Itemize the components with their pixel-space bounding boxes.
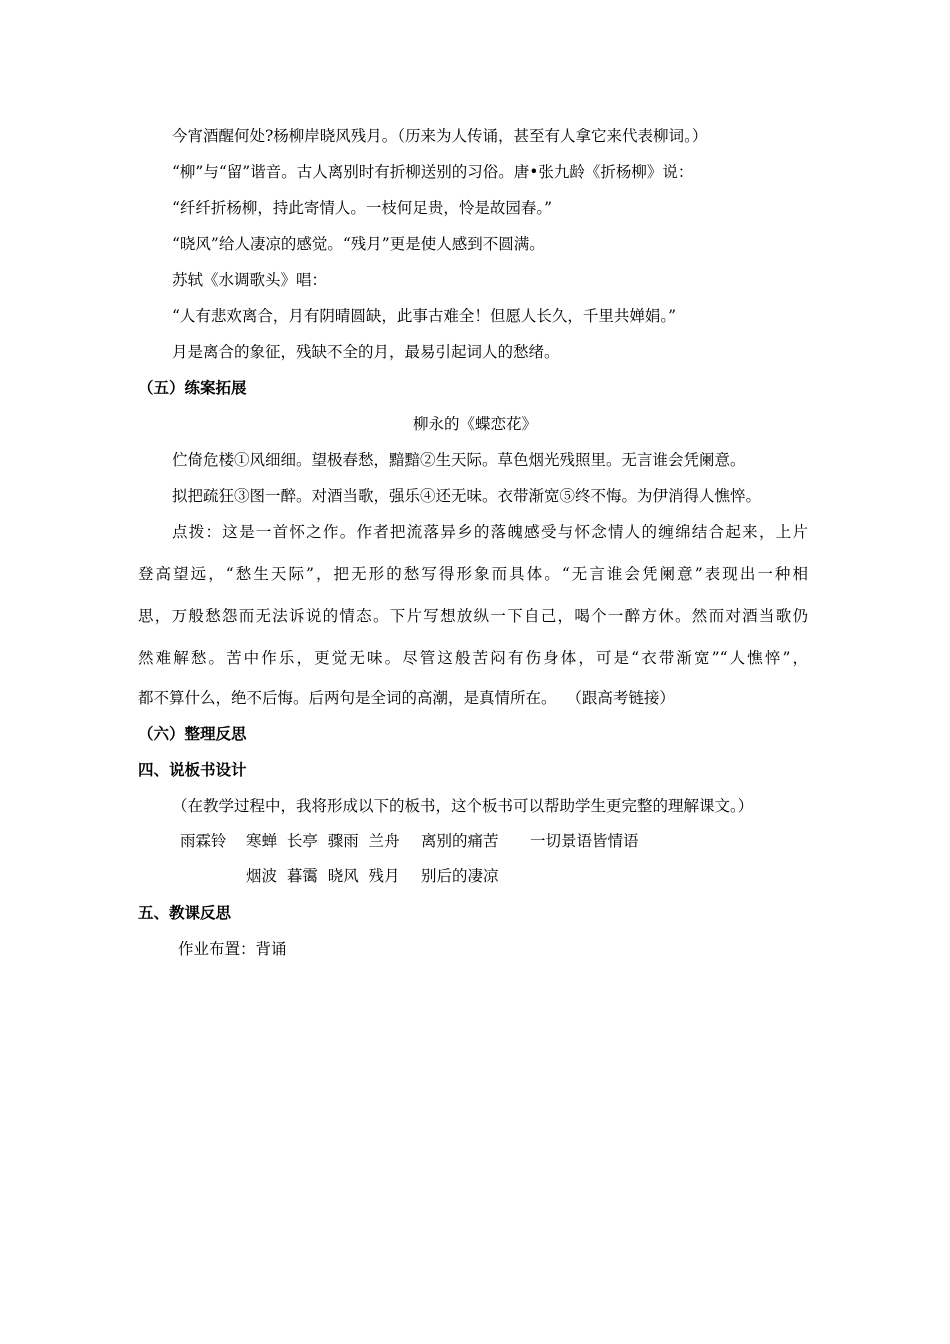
- comment-line-3: 思，万般愁怨而无法诉说的情态。下片写想放纵一下自己，喝个一醉方休。然而对酒当歌仍: [138, 607, 808, 625]
- homework-assignment: 作业布置：背诵: [178, 940, 287, 958]
- board-images-row-1: 寒蝉 长亭 骤雨 兰舟: [246, 832, 400, 850]
- analysis-line-5: 苏轼《水调歌头》唱：: [172, 271, 328, 289]
- section-heading-reflection: （六）整理反思: [138, 725, 247, 743]
- board-title: 雨霖铃: [180, 832, 227, 850]
- poem-quote-shuidiao: “人有悲欢离合，月有阴晴圆缺，此事古难全！但愿人长久，千里共婵娟。”: [172, 307, 677, 325]
- board-theme: 一切景语皆情语: [530, 832, 639, 850]
- comment-line-1: 点拨：这是一首怀之作。作者把流落异乡的落魄感受与怀念情人的缠绵结合起来，上片: [172, 523, 808, 541]
- section-heading-practice: （五）练案拓展: [138, 379, 247, 397]
- board-feeling-row-2: 别后的凄凉: [421, 867, 499, 885]
- comment-line-5: 都不算什么，绝不后悔。后两句是全词的高潮，是真情所在。 （跟高考链接）: [138, 689, 675, 707]
- comment-line-4: 然难解愁。苦中作乐，更觉无味。尽管这般苦闷有伤身体，可是“衣带渐宽”“人憔悴”，: [138, 649, 808, 667]
- poem-line-2: 拟把疏狂③图一醉。对酒当歌，强乐④还无味。衣带渐宽⑤终不悔。为伊消得人憔悴。: [172, 487, 762, 505]
- section-heading-teaching-reflection: 五、教课反思: [138, 904, 232, 922]
- poem-quote-zhejiu: “纤纤折杨柳，持此寄情人。一枝何足贵，怜是故园春。”: [172, 199, 553, 217]
- board-intro: （在教学过程中，我将形成以下的板书，这个板书可以帮助学生更完整的理解课文。）: [172, 797, 754, 815]
- analysis-line-4: “晓风”给人凄凉的感觉。“残月”更是使人感到不圆满。: [172, 235, 545, 253]
- comment-line-2: 登高望远，“愁生天际”，把无形的愁写得形象而具体。“无言谁会凭阑意”表现出一种相: [138, 565, 808, 583]
- section-heading-board-design: 四、说板书设计: [138, 761, 247, 779]
- board-images-row-2: 烟波 暮霭 晓风 残月: [246, 867, 400, 885]
- analysis-line-7: 月是离合的象征，残缺不全的月，最易引起词人的愁绪。: [172, 343, 560, 361]
- poem-line-1: 伫倚危楼①风细细。望极春愁，黯黯②生天际。草色烟光残照里。无言谁会凭阑意。: [172, 451, 746, 469]
- analysis-line-1: 今宵酒醒何处?杨柳岸晓风残月。（历来为人传诵，甚至有人拿它来代表柳词。）: [172, 127, 708, 145]
- poem-title: 柳永的《蝶恋花》: [412, 415, 537, 433]
- analysis-line-2: “柳”与“留”谐音。古人离别时有折柳送别的习俗。唐•张九龄《折杨柳》说：: [172, 163, 694, 181]
- board-feeling-row-1: 离别的痛苦: [421, 832, 499, 850]
